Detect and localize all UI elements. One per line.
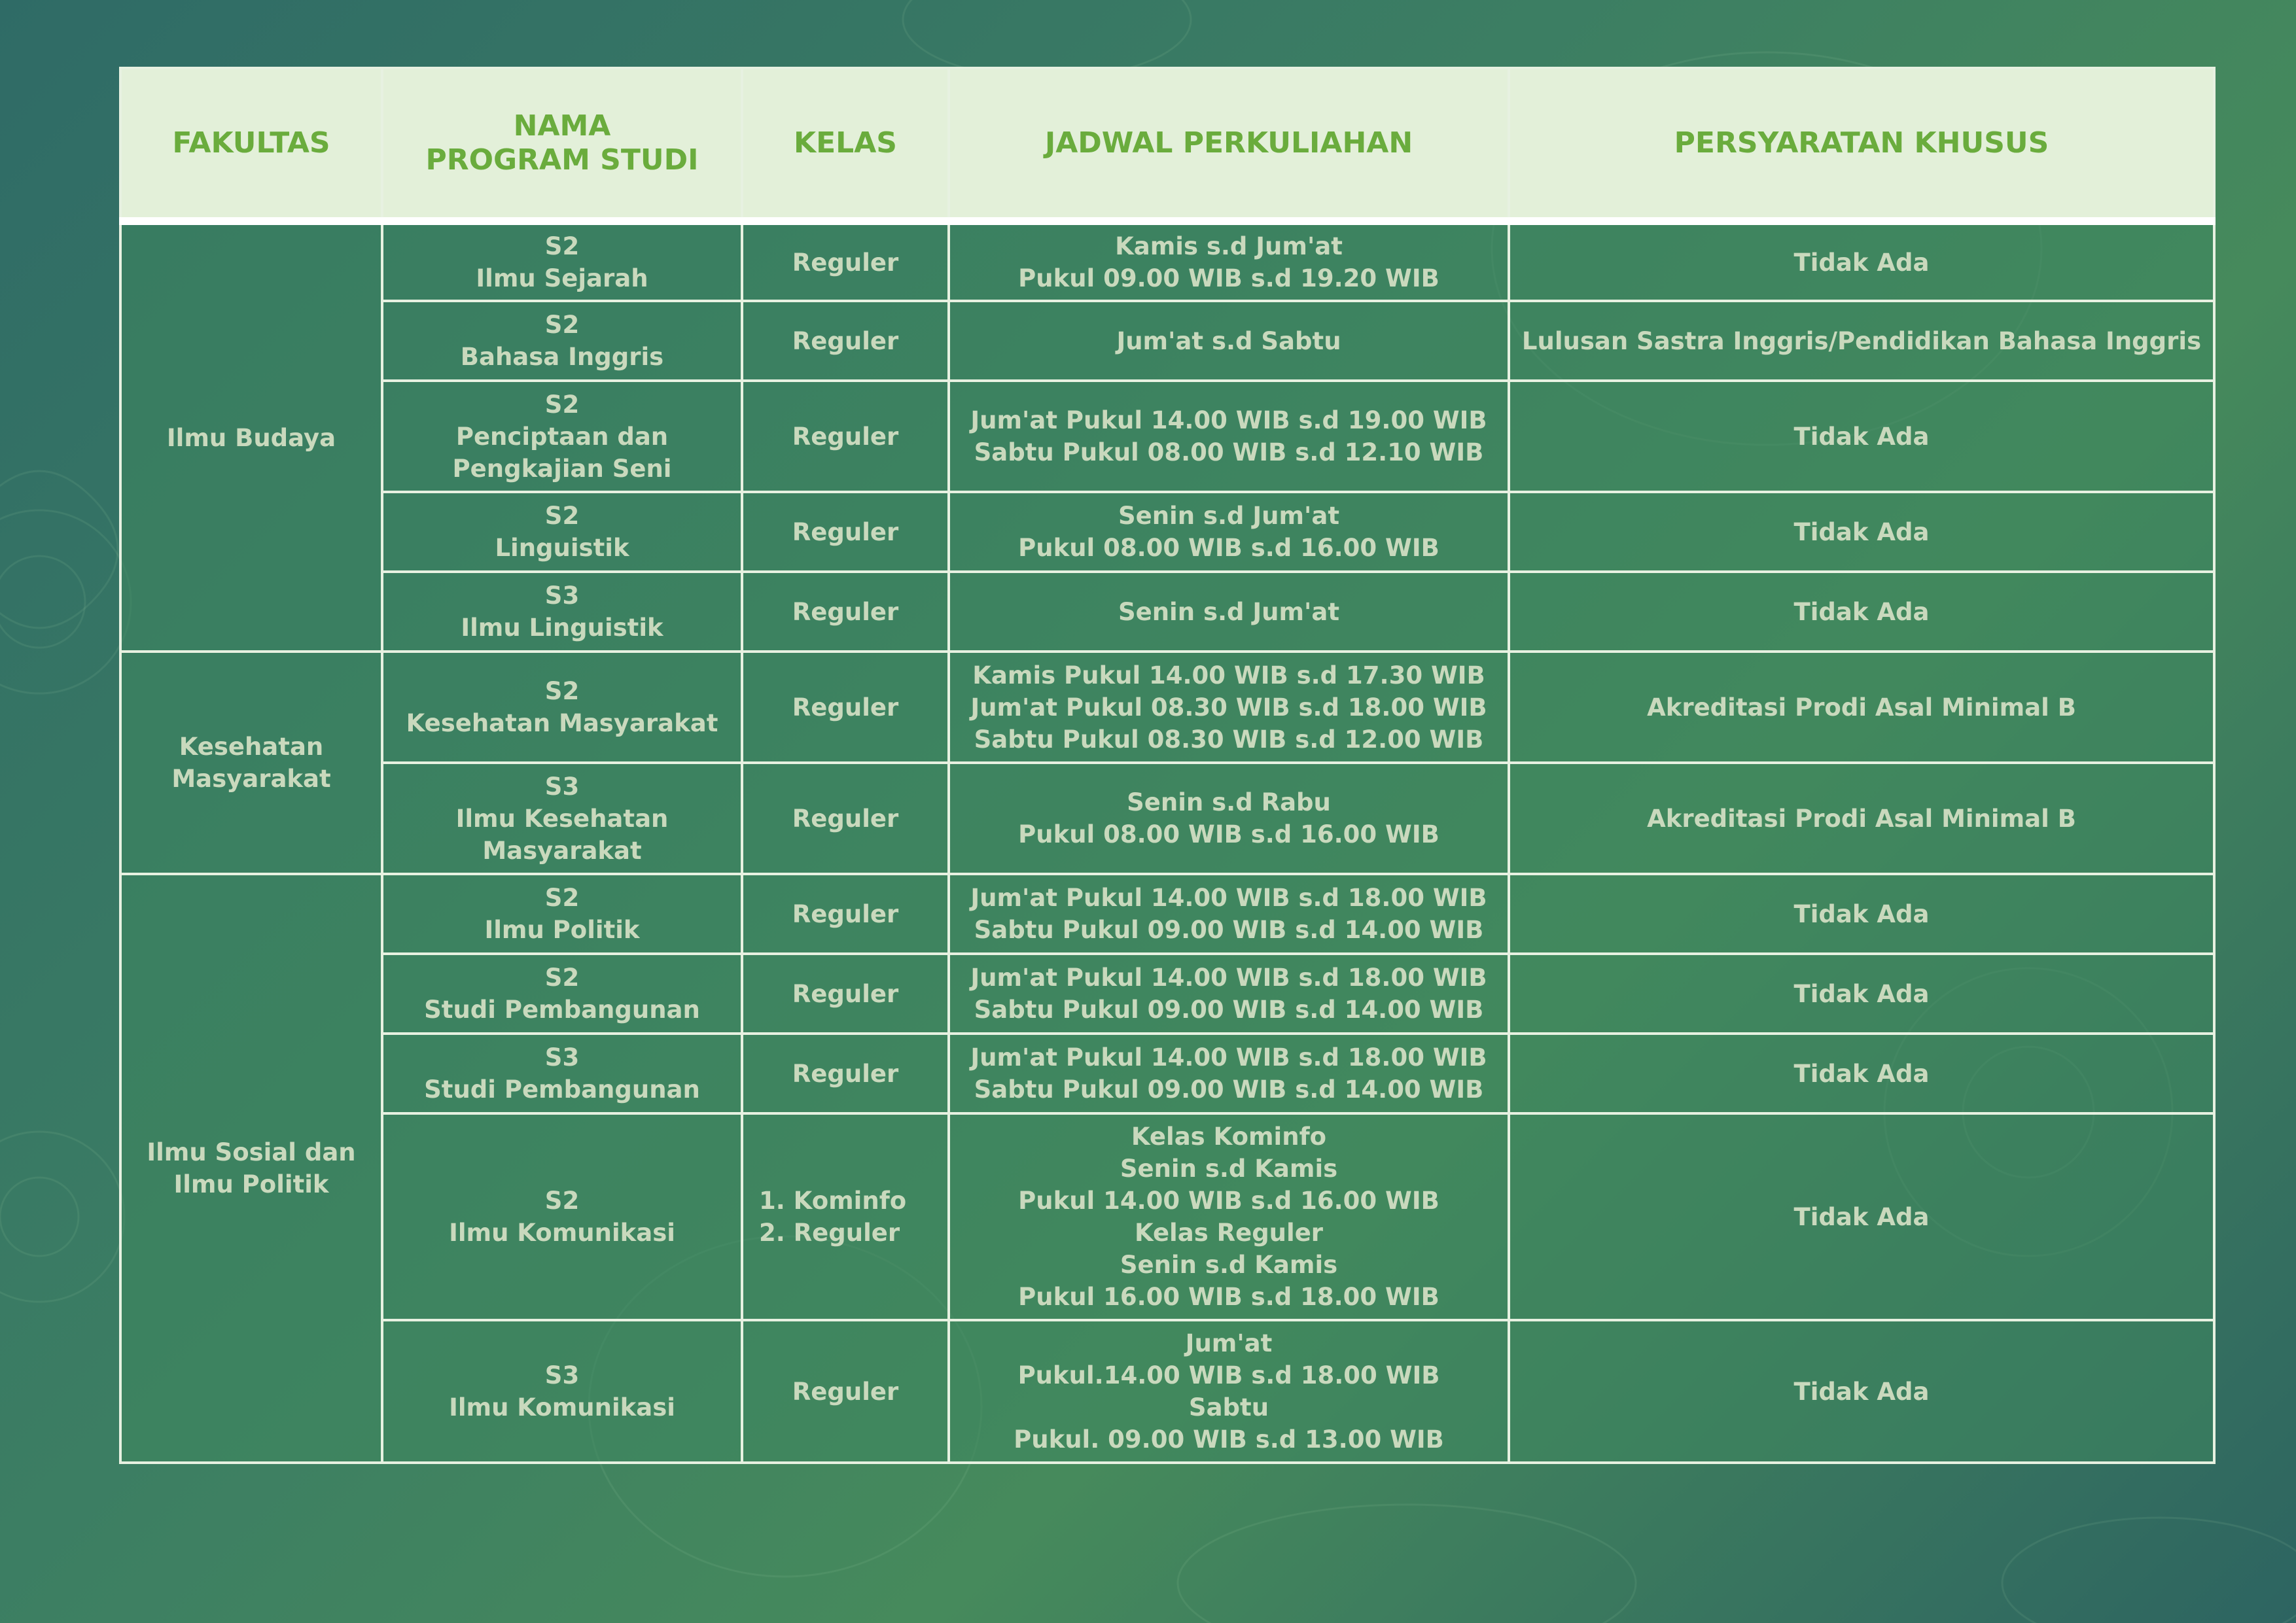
program-table-container: [119, 67, 2216, 1464]
persyaratan-cell: Akreditasi Prodi Asal Minimal B: [1509, 652, 2214, 763]
program-cell: S2 Ilmu Politik: [382, 874, 742, 954]
header-persyaratan: PERSYARATAN KHUSUS: [1509, 68, 2214, 221]
faculty-cell: Kesehatan Masyarakat: [120, 652, 382, 874]
persyaratan-cell: Akreditasi Prodi Asal Minimal B: [1509, 763, 2214, 874]
persyaratan-cell: Lulusan Sastra Inggris/Pendidikan Bahasa Inggris: [1509, 301, 2214, 381]
table-row: [120, 763, 2214, 874]
jadwal-cell: Senin s.d Rabu Pukul 08.00 WIB s.d 16.00 WIB: [949, 763, 1509, 874]
kelas-cell: Reguler: [742, 301, 949, 381]
program-cell: S2 Kesehatan Masyarakat: [382, 652, 742, 763]
persyaratan-cell: Tidak Ada: [1509, 1113, 2214, 1320]
table-row: [120, 492, 2214, 572]
table-row: [120, 874, 2214, 954]
persyaratan-cell: Tidak Ada: [1509, 492, 2214, 572]
jadwal-cell: Jum'at Pukul 14.00 WIB s.d 18.00 WIB Sabtu Pukul 09.00 WIB s.d 14.00 WIB: [949, 1034, 1509, 1113]
persyaratan-cell: Tidak Ada: [1509, 1320, 2214, 1463]
jadwal-cell: Kelas Kominfo Senin s.d Kamis Pukul 14.00 WIB s.d 16.00 WIB Kelas Reguler Senin s.d Kamis Pukul 16.00 WIB s.d 18.00 WIB: [949, 1113, 1509, 1320]
program-cell: S2 Ilmu Sejarah: [382, 221, 742, 301]
table-header-row: [120, 68, 2214, 221]
kelas-cell: Reguler: [742, 1320, 949, 1463]
kelas-cell: Reguler: [742, 763, 949, 874]
jadwal-cell: Jum'at s.d Sabtu: [949, 301, 1509, 381]
table-row: [120, 301, 2214, 381]
program-cell: S2 Studi Pembangunan: [382, 954, 742, 1034]
kelas-cell: Reguler: [742, 381, 949, 492]
header-program-studi: NAMA PROGRAM STUDI: [382, 68, 742, 221]
program-schedule-table: [119, 67, 2216, 1464]
program-cell: S2 Bahasa Inggris: [382, 301, 742, 381]
table-row: [120, 572, 2214, 652]
jadwal-cell: Jum'at Pukul 14.00 WIB s.d 19.00 WIB Sabtu Pukul 08.00 WIB s.d 12.10 WIB: [949, 381, 1509, 492]
table-row: [120, 652, 2214, 763]
persyaratan-cell: Tidak Ada: [1509, 381, 2214, 492]
kelas-cell: 1. Kominfo 2. Reguler: [742, 1113, 949, 1320]
header-kelas: KELAS: [742, 68, 949, 221]
faculty-cell: Ilmu Budaya: [120, 221, 382, 652]
program-cell: S3 Studi Pembangunan: [382, 1034, 742, 1113]
kelas-cell: Reguler: [742, 954, 949, 1034]
jadwal-cell: Jum'at Pukul 14.00 WIB s.d 18.00 WIB Sabtu Pukul 09.00 WIB s.d 14.00 WIB: [949, 954, 1509, 1034]
table-row: [120, 381, 2214, 492]
program-cell: S3 Ilmu Komunikasi: [382, 1320, 742, 1463]
kelas-cell: Reguler: [742, 1034, 949, 1113]
jadwal-cell: Senin s.d Jum'at Pukul 08.00 WIB s.d 16.00 WIB: [949, 492, 1509, 572]
program-cell: S3 Ilmu Linguistik: [382, 572, 742, 652]
header-fakultas: FAKULTAS: [120, 68, 382, 221]
header-jadwal: JADWAL PERKULIAHAN: [949, 68, 1509, 221]
table-row: [120, 1320, 2214, 1463]
jadwal-cell: Jum'at Pukul.14.00 WIB s.d 18.00 WIB Sabtu Pukul. 09.00 WIB s.d 13.00 WIB: [949, 1320, 1509, 1463]
kelas-cell: Reguler: [742, 874, 949, 954]
persyaratan-cell: Tidak Ada: [1509, 874, 2214, 954]
jadwal-cell: Jum'at Pukul 14.00 WIB s.d 18.00 WIB Sabtu Pukul 09.00 WIB s.d 14.00 WIB: [949, 874, 1509, 954]
kelas-cell: Reguler: [742, 572, 949, 652]
kelas-cell: Reguler: [742, 221, 949, 301]
kelas-cell: Reguler: [742, 492, 949, 572]
jadwal-cell: Senin s.d Jum'at: [949, 572, 1509, 652]
program-cell: S3 Ilmu Kesehatan Masyarakat: [382, 763, 742, 874]
persyaratan-cell: Tidak Ada: [1509, 221, 2214, 301]
program-cell: S2 Linguistik: [382, 492, 742, 572]
jadwal-cell: Kamis s.d Jum'at Pukul 09.00 WIB s.d 19.20 WIB: [949, 221, 1509, 301]
table-row: [120, 1113, 2214, 1320]
jadwal-cell: Kamis Pukul 14.00 WIB s.d 17.30 WIB Jum'at Pukul 08.30 WIB s.d 18.00 WIB Sabtu Pukul 08.30 WIB s.d 12.00 WIB: [949, 652, 1509, 763]
program-cell: S2 Penciptaan dan Pengkajian Seni: [382, 381, 742, 492]
table-row: [120, 221, 2214, 301]
program-cell: S2 Ilmu Komunikasi: [382, 1113, 742, 1320]
table-row: [120, 1034, 2214, 1113]
faculty-cell: Ilmu Sosial dan Ilmu Politik: [120, 874, 382, 1463]
persyaratan-cell: Tidak Ada: [1509, 572, 2214, 652]
table-row: [120, 954, 2214, 1034]
kelas-cell: Reguler: [742, 652, 949, 763]
persyaratan-cell: Tidak Ada: [1509, 954, 2214, 1034]
persyaratan-cell: Tidak Ada: [1509, 1034, 2214, 1113]
